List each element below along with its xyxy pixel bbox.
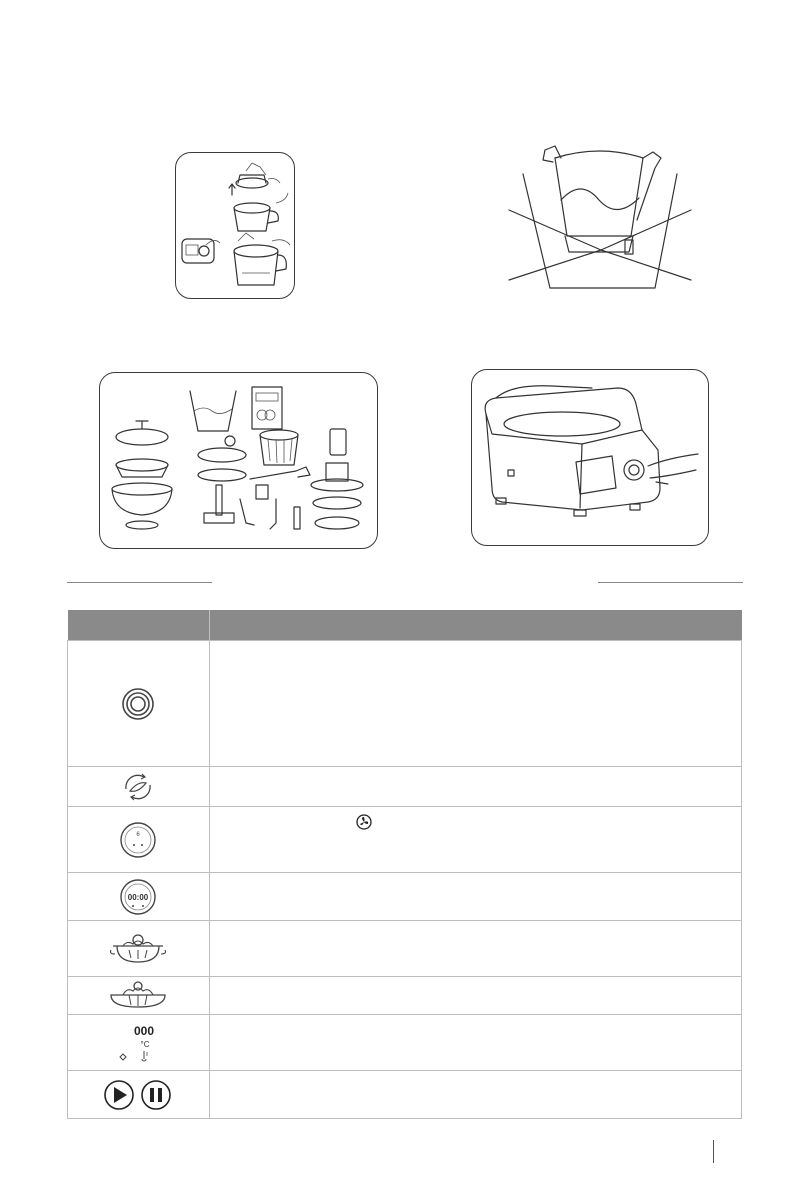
steam-basket-lower-icon (107, 981, 169, 1011)
temperature-unit: °C (140, 1039, 150, 1049)
lid-removal-steps-illustration (176, 153, 294, 298)
steam-basket-upper-icon (107, 932, 169, 966)
lid-removal-steps-frame (175, 152, 295, 299)
table-row (68, 807, 742, 873)
device-frame (471, 369, 709, 546)
table-row (68, 921, 742, 977)
rotation-direction-icon (118, 771, 158, 803)
header-icon-column (68, 610, 210, 641)
accessories-frame (99, 372, 378, 549)
table-header-row (68, 610, 742, 641)
bowl-level-frame (505, 140, 705, 295)
svg-text:6: 6 (136, 831, 140, 838)
table-row (68, 1071, 742, 1119)
timer-value: 00:00 (128, 892, 149, 902)
control-knob-icon (120, 686, 156, 722)
function-table (67, 610, 742, 1119)
temperature-display-icon (110, 1021, 166, 1065)
header-description-column (209, 610, 742, 641)
table-row (68, 1015, 742, 1071)
section-rule-left (67, 582, 212, 583)
page-number-divider (713, 1140, 714, 1163)
table-row (68, 641, 742, 767)
timer-dial-icon (118, 877, 158, 917)
fan-icon (356, 814, 372, 830)
speed-dial-icon (118, 820, 158, 860)
temperature-value: 000 (134, 1023, 155, 1038)
accessories-set-illustration (100, 373, 377, 548)
table-row (68, 977, 742, 1015)
table-row (68, 767, 742, 807)
section-rule-right (598, 582, 743, 583)
table-row (68, 873, 742, 921)
play-pause-icon (102, 1078, 174, 1112)
bowl-level-illustration (505, 140, 705, 295)
food-processor-illustration (472, 370, 708, 545)
